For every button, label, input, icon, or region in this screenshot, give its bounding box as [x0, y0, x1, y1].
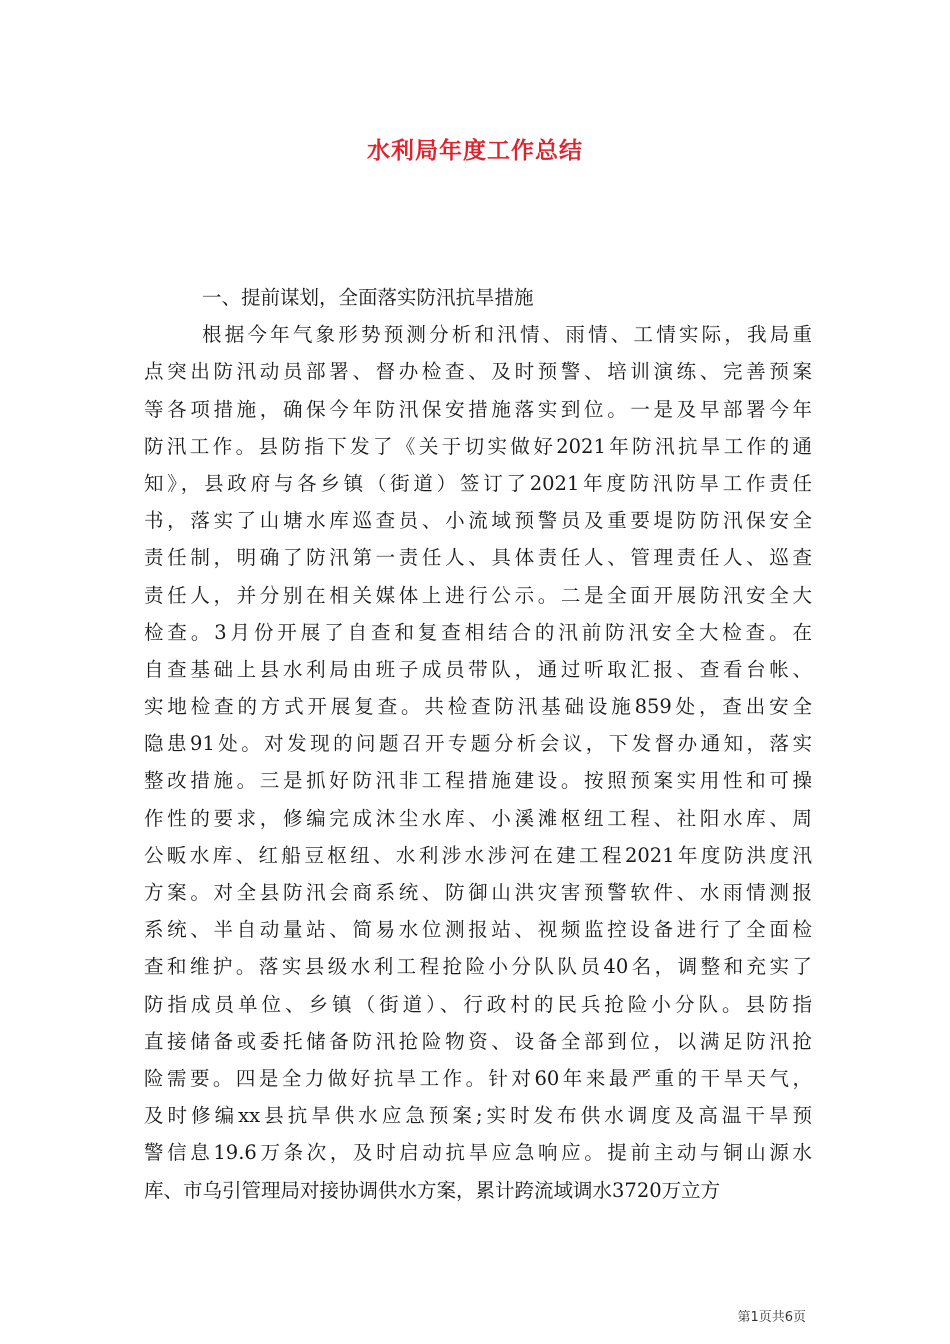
paragraph-line: 整改措施。三是抓好防汛非工程措施建设。按照预案实用性和可操 [144, 769, 812, 793]
paragraph-line: 实地检查的方式开展复查。共检查防汛基础设施859处，查出安全 [144, 695, 812, 719]
document-title: 水利局年度工作总结 [367, 138, 583, 164]
paragraph-line: 方案。对全县防汛会商系统、防御山洪灾害预警软件、水雨情测报 [144, 881, 812, 904]
paragraph-line: 库、市乌引管理局对接协调供水方案，累计跨流域调水3720万立方 [144, 1178, 721, 1202]
paragraph-line: 隐患91处。对发现的问题召开专题分析会议，下发督办通知，落实 [144, 732, 812, 756]
paragraph-line: 检查。3月份开展了自查和复查相结合的汛前防汛安全大检查。在 [144, 620, 812, 644]
paragraph-line: 直接储备或委托储备防汛抢险物资、设备全部到位，以满足防汛抢 [144, 1029, 812, 1053]
section-heading: 一、提前谋划，全面落实防汛抗旱措施 [202, 286, 534, 309]
page-number: 第1页共6页 [737, 1310, 806, 1325]
paragraph-line: 根据今年气象形势预测分析和汛情、雨情、工情实际，我局重 [202, 323, 812, 347]
paragraph-line: 知》，县政府与各乡镇（街道）签订了2021年度防汛防旱工作责任 [144, 471, 812, 495]
paragraph-line: 防指成员单位、乡镇（街道）、行政村的民兵抢险小分队。县防指 [144, 992, 812, 1016]
paragraph-line: 险需要。四是全力做好抗旱工作。针对60年来最严重的干旱天气， [144, 1066, 812, 1090]
paragraph-line: 公畈水库、红船豆枢纽、水利涉水涉河在建工程2021年度防洪度汛 [144, 843, 812, 867]
paragraph-line: 系统、半自动量站、简易水位测报站、视频监控设备进行了全面检 [144, 918, 812, 942]
paragraph-line: 书，落实了山塘水库巡查员、小流域预警员及重要堤防防汛保安全 [144, 509, 812, 533]
paragraph-line: 警信息19.6万条次，及时启动抗旱应急响应。提前主动与铜山源水 [144, 1141, 812, 1165]
paragraph-line: 点突出防汛动员部署、督办检查、及时预警、培训演练、完善预案 [144, 360, 812, 384]
paragraph-line: 防汛工作。县防指下发了《关于切实做好2021年防汛抗旱工作的通 [144, 434, 812, 458]
paragraph-line: 自查基础上县水利局由班子成员带队，通过听取汇报、查看台帐、 [144, 657, 812, 681]
paragraph-line: 等各项措施，确保今年防汛保安措施落实到位。一是及早部署今年 [144, 397, 812, 421]
paragraph-line: 及时修编xx县抗旱供水应急预案;实时发布供水调度及高温干旱预 [144, 1104, 812, 1128]
document-body [144, 279, 812, 1209]
paragraph-line: 责任制，明确了防汛第一责任人、具体责任人、管理责任人、巡查 [144, 546, 812, 570]
paragraph-line: 责任人，并分别在相关媒体上进行公示。二是全面开展防汛安全大 [144, 583, 812, 607]
paragraph-line: 查和维护。落实县级水利工程抢险小分队队员40名，调整和充实了 [144, 955, 812, 979]
paragraph-line: 作性的要求，修编完成沐尘水库、小溪滩枢纽工程、社阳水库、周 [144, 806, 812, 830]
